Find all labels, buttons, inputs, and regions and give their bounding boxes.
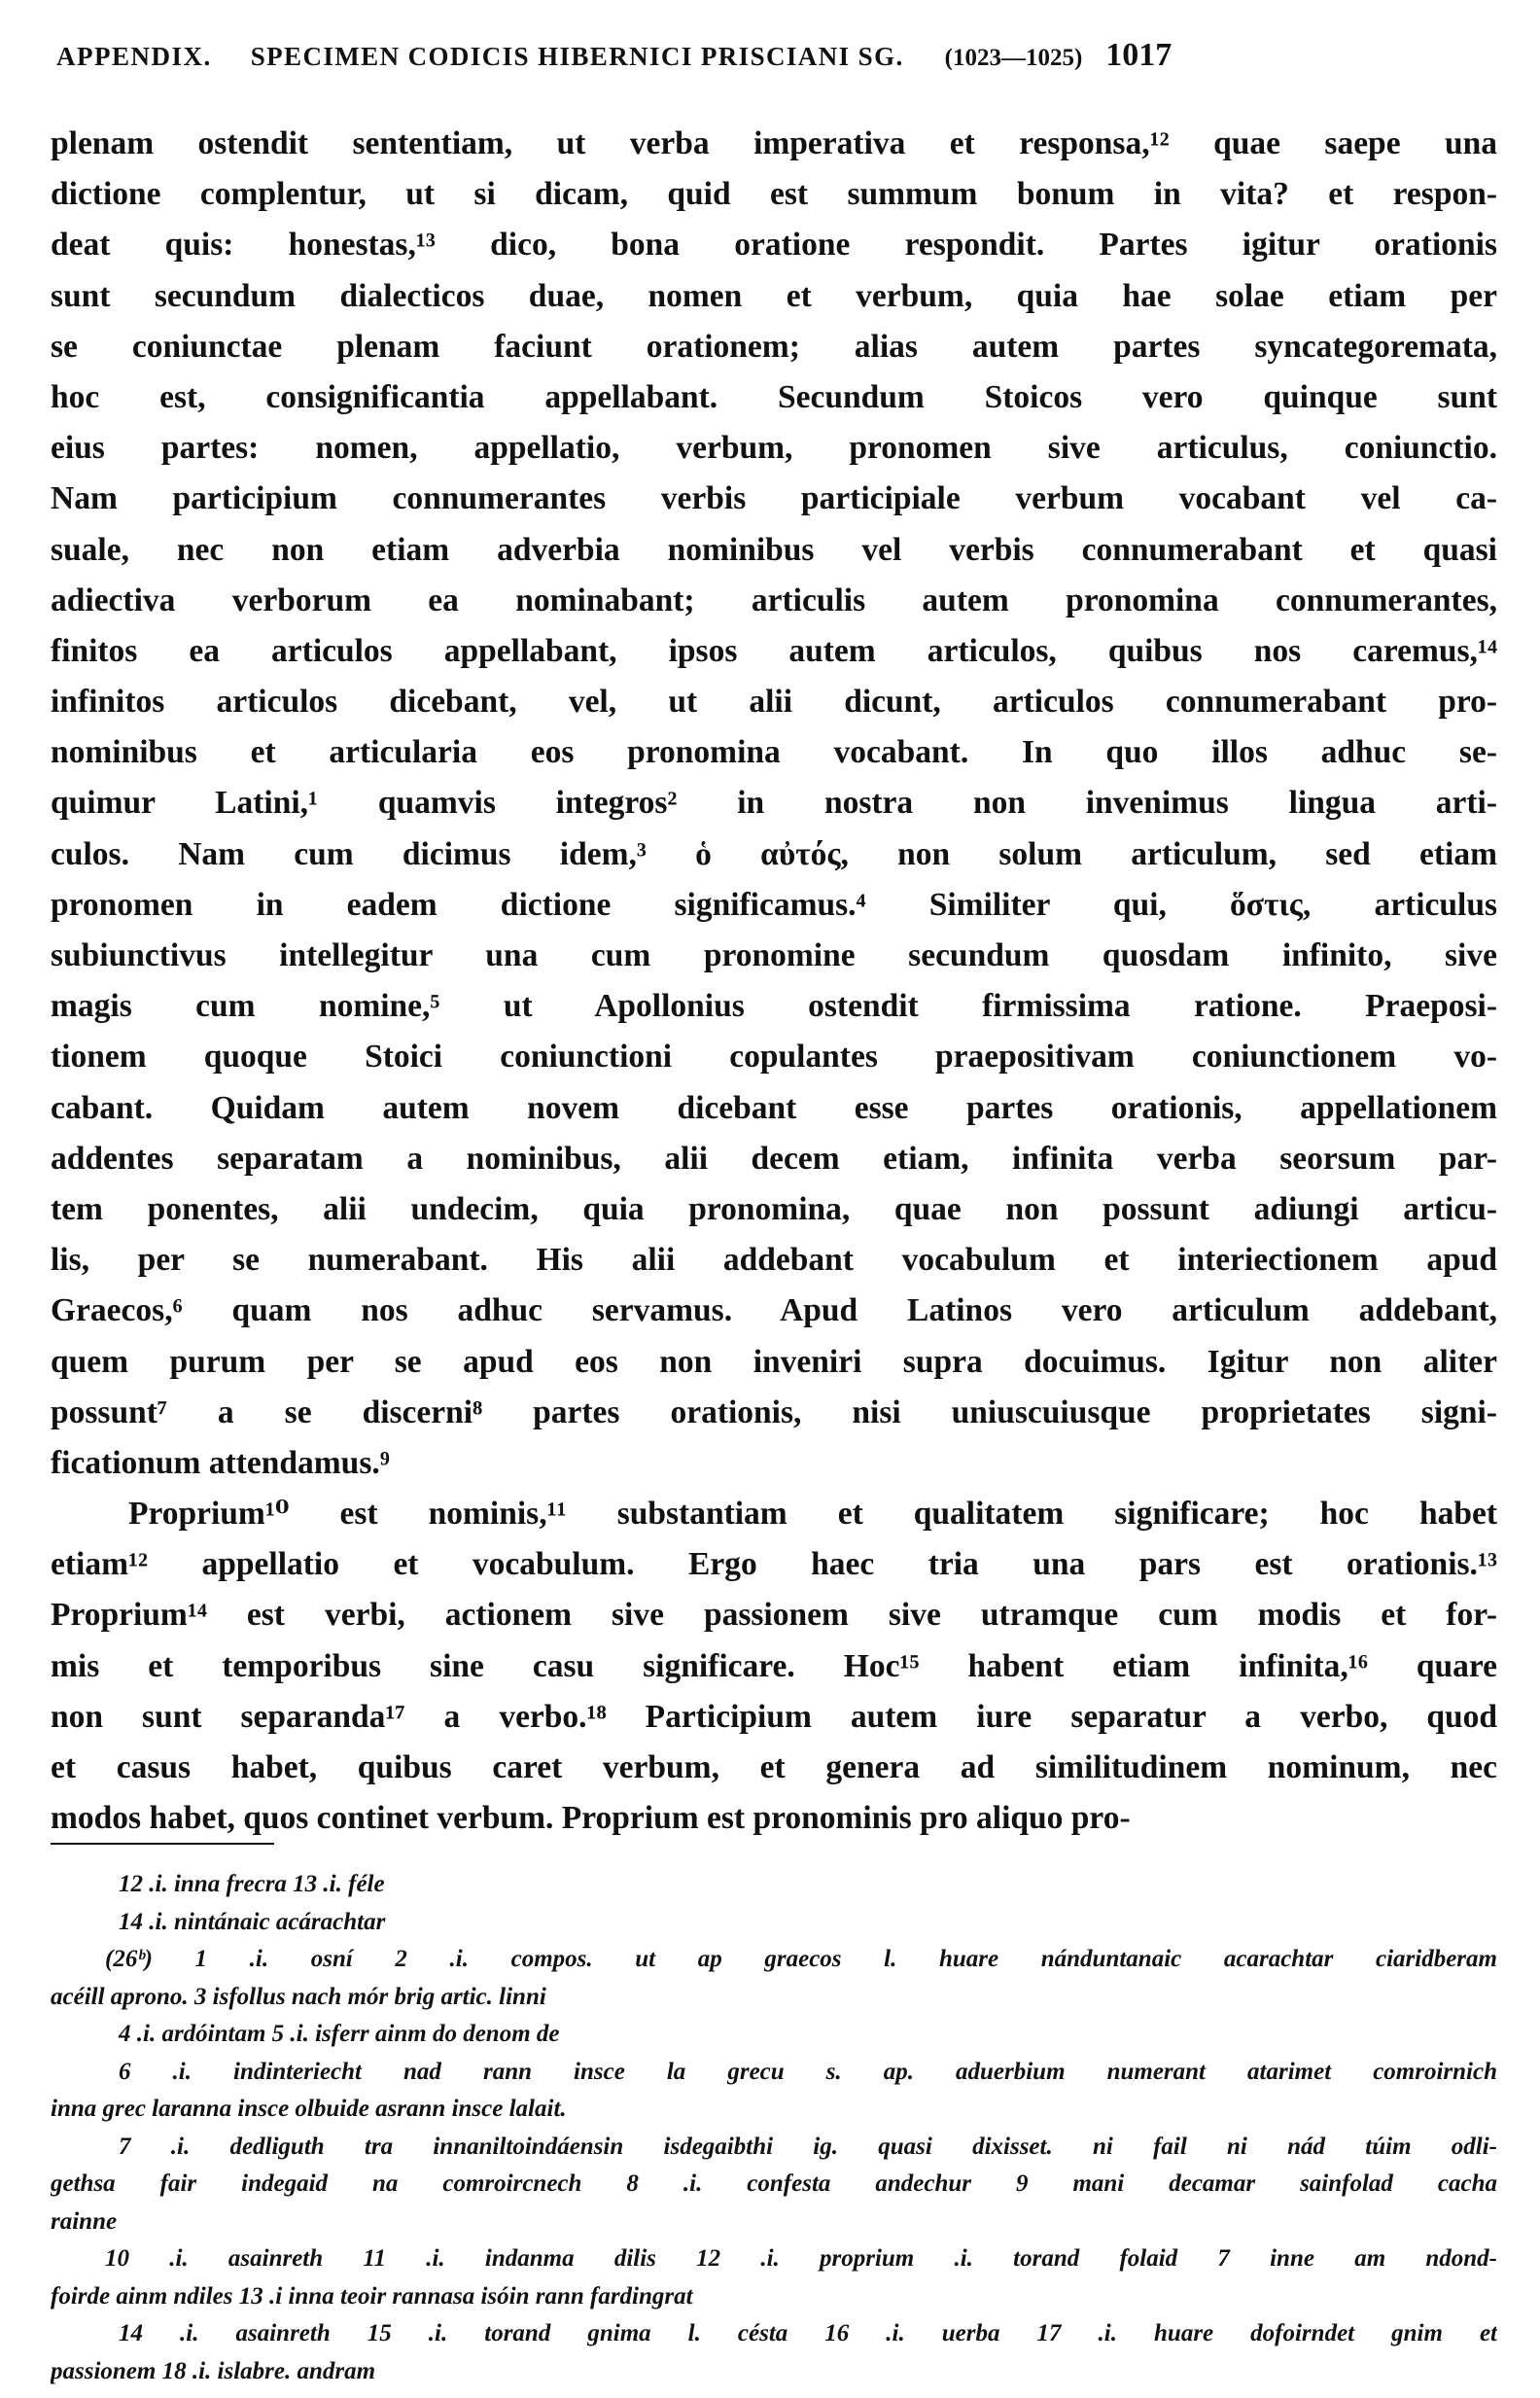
text-line: etiam¹² appellatio et vocabulum. Ergo haec tria una pars est orationis.¹³ — [51, 1546, 1497, 1583]
text-line: mis et temporibus sine casu significare. Hoc¹⁵ habent etiam infinita,¹⁶ quare — [51, 1647, 1497, 1684]
footnote-line: 14 .i. asainreth 15 .i. torand gnima l. césta 16 .i. uerba 17 .i. huare dofoirndet gnim et — [119, 2320, 1497, 2346]
text-line: tionem quoque Stoici coniunctioni copulantes praepositivam coniunctionem vo- — [51, 1039, 1497, 1076]
main-text — [51, 119, 1497, 1844]
text-line: non sunt separanda¹⁷ a verbo.¹⁸ Participium autem iure separatur a verbo, quod — [51, 1698, 1497, 1735]
text-line: eius partes: nomen, appellatio, verbum, pronomen sive articulus, coniunctio. — [51, 430, 1497, 467]
footnote-line: 12 .i. inna frecra 13 .i. féle — [119, 1871, 385, 1897]
footnote-line: gethsa fair indegaid na comroircnech 8 .i. confesta andechur 9 mani decamar sainfolad cacha — [51, 2170, 1497, 2197]
text-line: suale, nec non etiam adverbia nominibus vel verbis connumerabant et quasi — [51, 531, 1497, 568]
running-header — [51, 37, 1497, 86]
footnote-line: (26ᵇ) 1 .i. osní 2 .i. compos. ut ap graecos l. huare nánduntanaic acarachtar ciaridberam — [105, 1946, 1497, 1972]
text-line: plenam ostendit sententiam, ut verba imperativa et responsa,¹² quae saepe una — [51, 125, 1497, 161]
header-section-range: (1023—1025) — [944, 45, 1083, 71]
text-line: adiectiva verborum ea nominabant; articulis autem pronomina connumerantes, — [51, 582, 1497, 618]
text-line: ficationum attendamus.⁹ — [51, 1444, 390, 1481]
text-line: Proprium¹⁰ est nominis,¹¹ substantiam et qualitatem significare; hoc habet — [128, 1496, 1497, 1533]
header-title: SPECIMEN CODICIS HIBERNICI PRISCIANI SG. — [250, 42, 904, 71]
text-line: Nam participium connumerantes verbis participiale verbum vocabant vel ca- — [51, 480, 1497, 517]
text-line: nominibus et articularia eos pronomina vocabant. In quo illos adhuc se- — [51, 734, 1497, 771]
text-line: subiunctivus intellegitur una cum pronomine secundum quosdam infinito, sive — [51, 937, 1497, 973]
footnote-line: foirde ainm ndiles 13 .i inna teoir rannasa isóin rann fardingrat — [51, 2282, 693, 2310]
text-line: quem purum per se apud eos non inveniri supra docuimus. Igitur non aliter — [51, 1343, 1497, 1380]
footnote-line: 6 .i. indinteriecht nad rann insce la grecu s. ap. aduerbium numerant atarimet comroirnich — [119, 2058, 1497, 2085]
text-line: magis cum nomine,⁵ ut Apollonius ostendit firmissima ratione. Praeposi- — [51, 988, 1497, 1025]
page-number: 1017 — [1105, 37, 1172, 73]
text-line: finitos ea articulos appellabant, ipsos autem articulos, quibus nos caremus,¹⁴ — [51, 632, 1497, 669]
footnote-divider — [51, 1843, 274, 1845]
text-line: deat quis: honestas,¹³ dico, bona oratione respondit. Partes igitur orationis — [51, 227, 1497, 264]
text-line: Graecos,⁶ quam nos adhuc servamus. Apud Latinos vero articulum addebant, — [51, 1292, 1497, 1329]
text-line: Proprium¹⁴ est verbi, actionem sive passionem sive utramque cum modis et for- — [51, 1597, 1497, 1634]
text-line: lis, per se numerabant. His alii addebant vocabulum et interiectionem apud — [51, 1242, 1497, 1279]
footnote-line: 7 .i. dedliguth tra innaniltoindáensin isdegaibthi ig. quasi dixisset. ni fail ni nád túim odli- — [119, 2133, 1497, 2160]
footnotes — [51, 1866, 1497, 2390]
text-line: et casus habet, quibus caret verbum, et genera ad similitudinem nominum, nec — [51, 1749, 1497, 1785]
text-line: possunt⁷ a se discerni⁸ partes orationis, nisi uniuscuiusque proprietates signi- — [51, 1393, 1497, 1430]
footnote-line: inna grec laranna insce olbuide asrann insce lalait. — [51, 2096, 567, 2122]
text-line: modos habet, quos continet verbum. Proprium est pronominis pro aliquo pro- — [51, 1800, 1131, 1837]
text-line: quimur Latini,¹ quamvis integros² in nostra non invenimus lingua arti- — [51, 785, 1497, 822]
footnote-line: passionem 18 .i. islabre. andram — [51, 2357, 376, 2384]
footnote-line: rainne — [51, 2207, 118, 2235]
text-line: hoc est, consignificantia appellabant. Secundum Stoicos vero quinque sunt — [51, 378, 1497, 415]
text-line: pronomen in eadem dictione significamus.⁴ Similiter qui, ὅστις, articulus — [51, 886, 1497, 923]
text-line: cabant. Quidam autem novem dicebant esse partes orationis, appellationem — [51, 1089, 1497, 1126]
footnote-line: acéill aprono. 3 isfollus nach mór brig artic. linni — [51, 1983, 546, 2010]
footnote-line: 14 .i. nintánaic acárachtar — [119, 1908, 386, 1935]
text-line: dictione complentur, ut si dicam, quid est summum bonum in vita? et respon- — [51, 176, 1497, 213]
text-line: addentes separatam a nominibus, alii decem etiam, infinita verba seorsum par- — [51, 1140, 1497, 1177]
footnote-line: 4 .i. ardóintam 5 .i. isferr ainm do denom de — [119, 2021, 560, 2047]
text-line: se coniunctae plenam faciunt orationem; alias autem partes syncategoremata, — [51, 328, 1497, 365]
text-line: sunt secundum dialecticos duae, nomen et verbum, quia hae solae etiam per — [51, 277, 1497, 314]
text-line: culos. Nam cum dicimus idem,³ ὁ αὐτός, non solum articulum, sed etiam — [51, 835, 1497, 872]
text-line: tem ponentes, alii undecim, quia pronomina, quae non possunt adiungi articu- — [51, 1190, 1497, 1227]
footnote-line: 10 .i. asainreth 11 .i. indanma dilis 12 .i. proprium .i. torand folaid 7 inne am ndond- — [105, 2245, 1497, 2272]
text-line: infinitos articulos dicebant, vel, ut alii dicunt, articulos connumerabant pro- — [51, 684, 1497, 721]
header-appendix: APPENDIX. — [56, 42, 212, 71]
